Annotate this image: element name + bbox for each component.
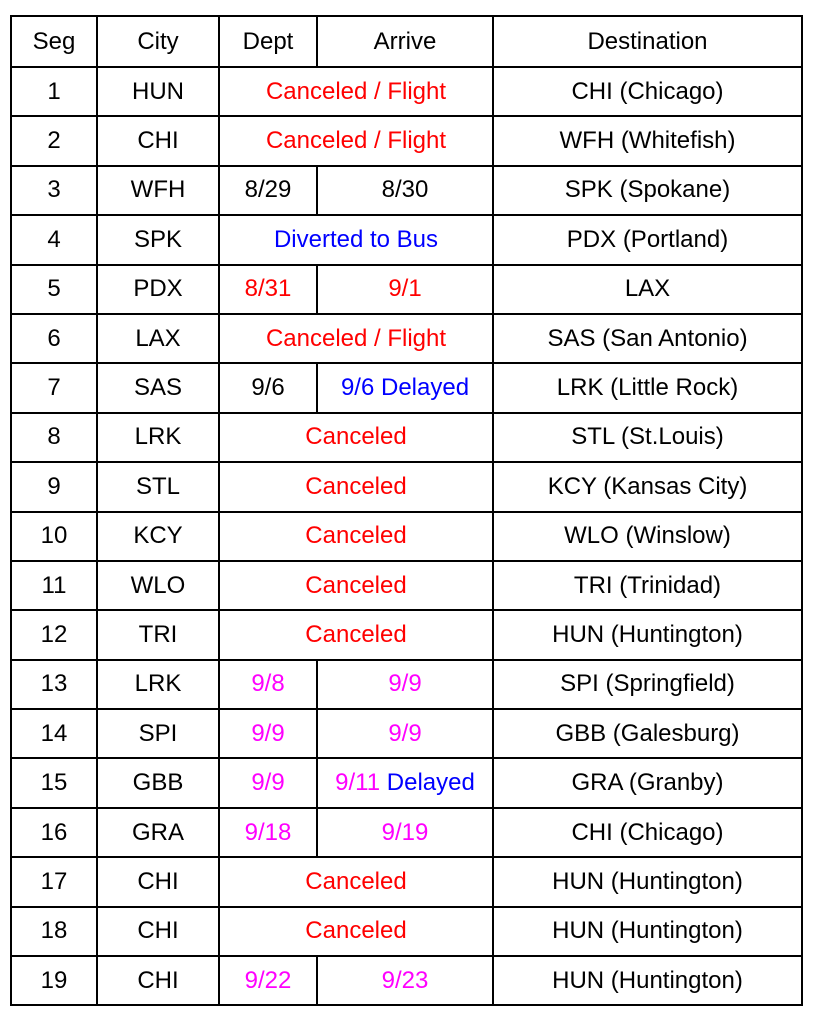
city-cell: SPI [97,709,219,758]
seg-cell: 3 [11,166,97,215]
city-cell: SAS [97,363,219,412]
table-row [11,758,802,807]
city-cell: HUN [97,67,219,116]
arrive-cell [317,709,493,758]
arrive-part: 9/23 [381,966,429,994]
status-cell: Diverted to Bus [219,215,493,264]
arrive-part: 9/9 [388,670,422,698]
seg-cell: 4 [11,215,97,264]
table-row [11,808,802,857]
destination-cell: LAX [493,265,802,314]
dept-cell: 9/18 [219,808,317,857]
status-cell: Canceled / Flight [219,116,493,165]
arrive-cell [317,808,493,857]
city-cell: GRA [97,808,219,857]
city-cell: GBB [97,758,219,807]
arrive-part: 8/30 [381,176,429,204]
header-destination: Destination [493,16,802,67]
seg-cell: 5 [11,265,97,314]
city-cell: STL [97,462,219,511]
destination-cell: TRI (Trinidad) [493,561,802,610]
arrive-cell [317,758,493,807]
table-row [11,265,802,314]
seg-cell: 12 [11,610,97,659]
table-row [11,462,802,511]
seg-cell: 10 [11,512,97,561]
city-cell: LRK [97,413,219,462]
seg-cell: 14 [11,709,97,758]
status-cell: Canceled [219,413,493,462]
header-city: City [97,16,219,67]
arrive-cell [317,956,493,1005]
city-cell: PDX [97,265,219,314]
table-row [11,956,802,1005]
destination-cell: HUN (Huntington) [493,956,802,1005]
table-row [11,907,802,956]
seg-cell: 8 [11,413,97,462]
arrive-cell [317,265,493,314]
destination-cell: STL (St.Louis) [493,413,802,462]
arrive-cell [317,166,493,215]
status-cell: Canceled [219,610,493,659]
arrive-cell [317,363,493,412]
header-row [11,16,802,67]
arrive-part: 9/9 [388,719,422,747]
status-cell: Canceled [219,907,493,956]
table-row [11,413,802,462]
destination-cell: KCY (Kansas City) [493,462,802,511]
dept-cell: 8/31 [219,265,317,314]
seg-cell: 1 [11,67,97,116]
destination-cell: GRA (Granby) [493,758,802,807]
table-row [11,166,802,215]
dept-cell: 9/9 [219,758,317,807]
dept-cell: 9/9 [219,709,317,758]
status-cell: Canceled [219,462,493,511]
seg-cell: 19 [11,956,97,1005]
status-cell: Canceled [219,561,493,610]
table-row [11,857,802,906]
destination-cell: SPI (Springfield) [493,660,802,709]
city-cell: KCY [97,512,219,561]
table-row [11,660,802,709]
arrive-part: 9/11 [335,769,381,797]
seg-cell: 9 [11,462,97,511]
destination-cell: PDX (Portland) [493,215,802,264]
header-dept: Dept [219,16,317,67]
header-arrive: Arrive [317,16,493,67]
status-cell: Canceled [219,857,493,906]
table-body [11,67,802,1005]
table-row [11,215,802,264]
dept-cell: 9/22 [219,956,317,1005]
destination-cell: WFH (Whitefish) [493,116,802,165]
city-cell: LRK [97,660,219,709]
arrive-part: 9/1 [388,275,422,303]
arrive-cell [317,660,493,709]
seg-cell: 6 [11,314,97,363]
table-row [11,116,802,165]
city-cell: LAX [97,314,219,363]
city-cell: TRI [97,610,219,659]
destination-cell: SAS (San Antonio) [493,314,802,363]
dept-cell: 8/29 [219,166,317,215]
city-cell: CHI [97,956,219,1005]
seg-cell: 17 [11,857,97,906]
table-row [11,561,802,610]
city-cell: SPK [97,215,219,264]
table-row [11,512,802,561]
dept-cell: 9/6 [219,363,317,412]
dept-cell: 9/8 [219,660,317,709]
seg-cell: 11 [11,561,97,610]
status-cell: Canceled / Flight [219,314,493,363]
city-cell: WLO [97,561,219,610]
destination-cell: HUN (Huntington) [493,610,802,659]
seg-cell: 16 [11,808,97,857]
seg-cell: 2 [11,116,97,165]
table-row [11,363,802,412]
segment-table [10,15,803,1006]
arrive-part: 9/6 Delayed [340,374,470,402]
destination-cell: LRK (Little Rock) [493,363,802,412]
destination-cell: GBB (Galesburg) [493,709,802,758]
table-row [11,709,802,758]
table-row [11,67,802,116]
seg-cell: 18 [11,907,97,956]
table-row [11,610,802,659]
seg-cell: 15 [11,758,97,807]
destination-cell: WLO (Winslow) [493,512,802,561]
status-cell: Canceled [219,512,493,561]
destination-cell: HUN (Huntington) [493,857,802,906]
city-cell: CHI [97,857,219,906]
seg-cell: 7 [11,363,97,412]
seg-cell: 13 [11,660,97,709]
destination-cell: CHI (Chicago) [493,808,802,857]
table-row [11,314,802,363]
arrive-part: 9/19 [381,818,429,846]
arrive-part: Delayed [380,769,475,797]
destination-cell: SPK (Spokane) [493,166,802,215]
destination-cell: HUN (Huntington) [493,907,802,956]
destination-cell: CHI (Chicago) [493,67,802,116]
status-cell: Canceled / Flight [219,67,493,116]
city-cell: CHI [97,116,219,165]
city-cell: WFH [97,166,219,215]
header-seg: Seg [11,16,97,67]
city-cell: CHI [97,907,219,956]
